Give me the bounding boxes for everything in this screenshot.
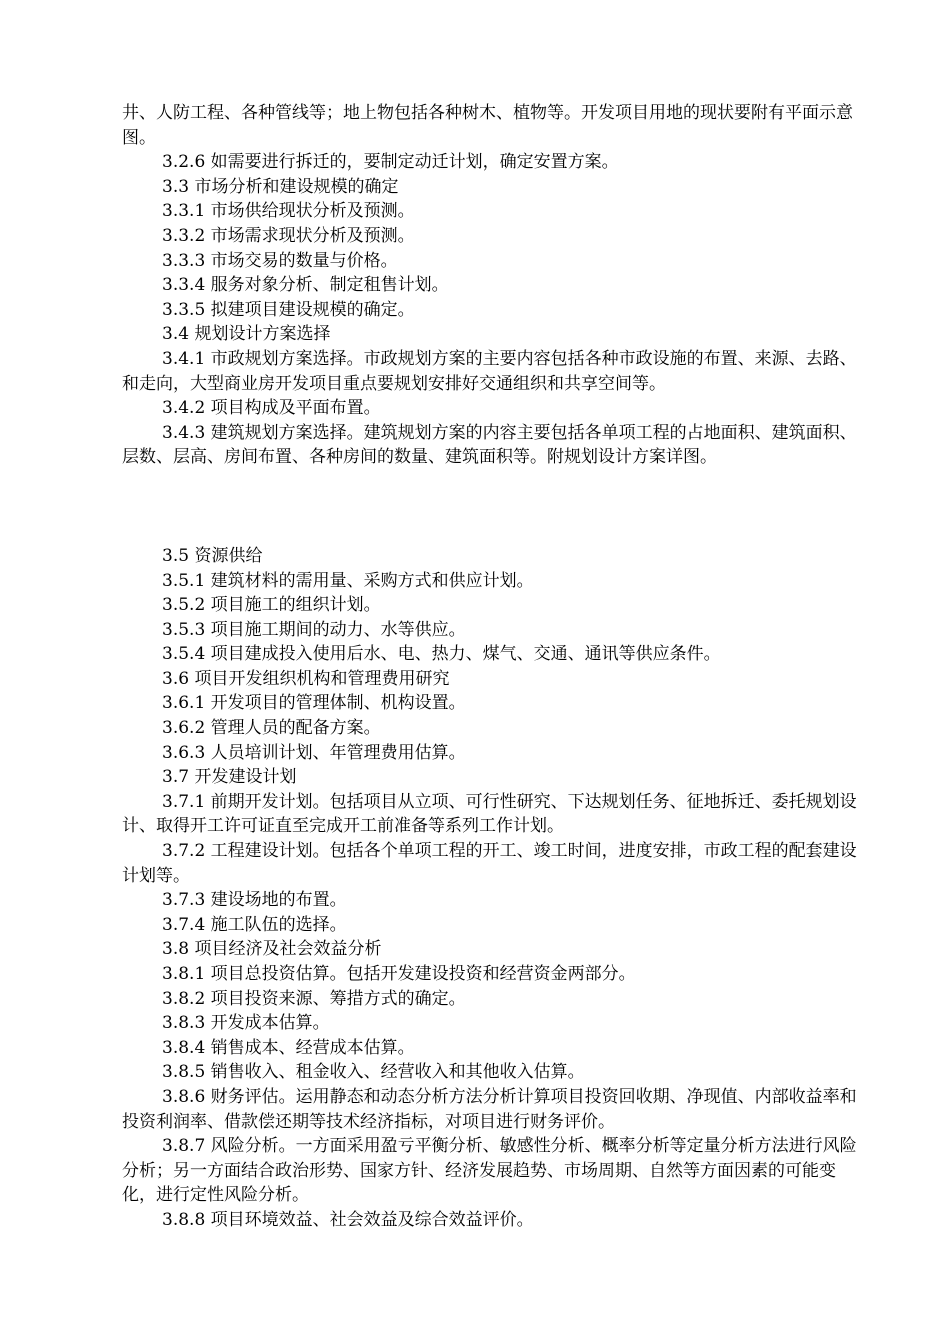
- paragraph-3-3-1: 3.3.1 市场供给现状分析及预测。: [162, 201, 415, 222]
- paragraph-3-2-6: 3.2.6 如需要进行拆迁的，要制定动迁计划，确定安置方案。: [162, 152, 619, 173]
- paragraph-3-8-6: 3.8.6 财务评估。运用静态和动态分析方法分析计算项目投资回收期、净现值、内部收益率和投资利润率、借款偿还期等技术经济指标，对项目进行财务评价。: [122, 1086, 857, 1132]
- heading-3-3: 3.3 市场分析和建设规模的确定: [162, 176, 399, 197]
- paragraph-3-4-2: 3.4.2 项目构成及平面布置。: [162, 398, 381, 419]
- paragraph-3-3-4: 3.3.4 服务对象分析、制定租售计划。: [162, 275, 449, 296]
- paragraph-3-4-1: 3.4.1 市政规划方案选择。市政规划方案的主要内容包括各种市政设施的布置、来源、去路、和走向，大型商业房开发项目重点要规划安排好交通组织和共享空间等。: [122, 348, 857, 394]
- paragraph-3-5-4: 3.5.4 项目建成投入使用后水、电、热力、煤气、交通、通讯等供应条件。: [162, 644, 721, 665]
- section-lower: [122, 544, 867, 1233]
- paragraph-3-3-5: 3.3.5 拟建项目建设规模的确定。: [162, 299, 415, 320]
- heading-3-8: 3.8 项目经济及社会效益分析: [162, 939, 382, 960]
- paragraph-3-8-1: 3.8.1 项目总投资估算。包括开发建设投资和经营资金两部分。: [162, 964, 636, 984]
- paragraph-3-6-2: 3.6.2 管理人员的配备方案。: [162, 718, 381, 739]
- paragraph-3-8-8: 3.8.8 项目环境效益、社会效益及综合效益评价。: [162, 1209, 534, 1230]
- paragraph-3-8-3: 3.8.3 开发成本估算。: [162, 1013, 330, 1034]
- heading-3-6: 3.6 项目开发组织机构和管理费用研究: [162, 668, 450, 689]
- paragraph-3-5-2: 3.5.2 项目施工的组织计划。: [162, 595, 381, 616]
- paragraph-3-4-3: 3.4.3 建筑规划方案选择。建筑规划方案的内容主要包括各单项工程的占地面积、建筑面积、层数、层高、房间布置、各种房间的数量、建筑面积等。附规划设计方案详图。: [122, 422, 857, 468]
- paragraph-3-8-5: 3.8.5 销售收入、租金收入、经营收入和其他收入估算。: [162, 1062, 585, 1083]
- section-upper: [122, 101, 867, 470]
- paragraph-3-7-4: 3.7.4 施工队伍的选择。: [162, 914, 347, 935]
- heading-3-7: 3.7 开发建设计划: [162, 767, 297, 788]
- paragraph-3-7-1: 3.7.1 前期开发计划。包括项目从立项、可行性研究、下达规划任务、征地拆迁、委托规划设计、取得开工许可证直至完成开工前准备等系列工作计划。: [122, 791, 857, 837]
- paragraph-3-8-4: 3.8.4 销售成本、经营成本估算。: [162, 1037, 415, 1058]
- paragraph-3-8-2: 3.8.2 项目投资来源、筹措方式的确定。: [162, 988, 466, 1009]
- heading-3-4: 3.4 规划设计方案选择: [162, 324, 331, 345]
- paragraph-3-3-2: 3.3.2 市场需求现状分析及预测。: [162, 225, 415, 246]
- heading-3-5: 3.5 资源供给: [162, 545, 263, 566]
- section-gap: [122, 470, 867, 544]
- document-body: [122, 101, 867, 1233]
- paragraph-3-3-3: 3.3.3 市场交易的数量与价格。: [162, 250, 398, 271]
- paragraph-3-7-3: 3.7.3 建设场地的布置。: [162, 890, 347, 911]
- paragraph-3-6-1: 3.6.1 开发项目的管理体制、机构设置。: [162, 693, 466, 714]
- paragraph-3-5-3: 3.5.3 项目施工期间的动力、水等供应。: [162, 619, 466, 640]
- paragraph-3-7-2: 3.7.2 工程建设计划。包括各个单项工程的开工、竣工时间，进度安排，市政工程的配套建设计划等。: [122, 841, 857, 886]
- paragraph-3-8-7: 3.8.7 风险分析。一方面采用盈亏平衡分析、敏感性分析、概率分析等定量分析方法进行风险分析；另一方面结合政治形势、国家方针、经济发展趋势、市场周期、自然等方面因素的可能变化，进行定性风险分析。: [122, 1136, 857, 1206]
- paragraph-continuation: 井、人防工程、各种管线等；地上物包括各种树木、植物等。开发项目用地的现状要附有平面示意图。: [122, 103, 853, 148]
- paragraph-3-5-1: 3.5.1 建筑材料的需用量、采购方式和供应计划。: [162, 570, 534, 591]
- paragraph-3-6-3: 3.6.3 人员培训计划、年管理费用估算。: [162, 742, 466, 763]
